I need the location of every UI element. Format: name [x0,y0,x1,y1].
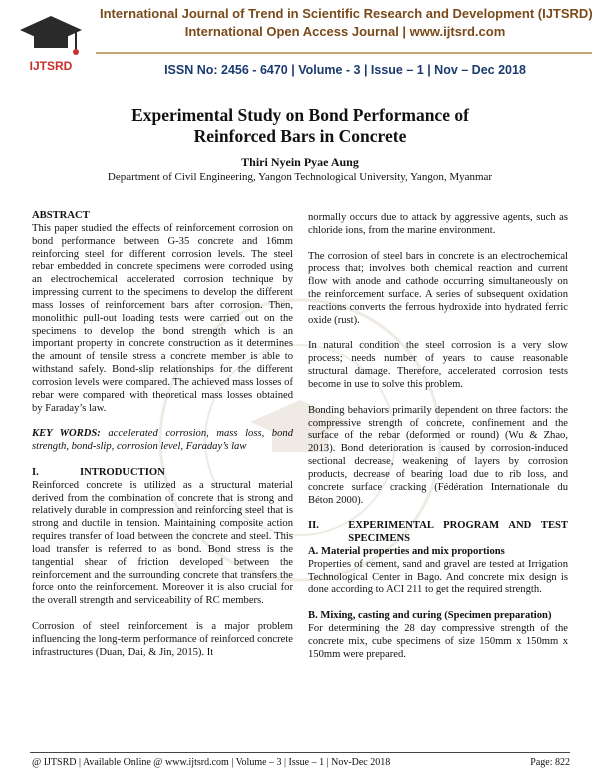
abstract-text: This paper studied the effects of reinforcement corrosion on bond performance between G-35 concrete and 16mm reinforcing steel for different corrosion levels. The steel rebar embedded in concrete specimens were corroded using an electrochemical accelerated corrosion technique by impressing current to the specimens to develop the different mass losses of reinforcement bars after corrosion. Then, monolithic pull-out loading tests were carried out on the specimens to develop the bond strength which is an important property in concrete construction as it determines the amount of tensile stress a concrete member is able to withstand safely. Bond-slip relationships for the different corrosion levels were compared. The achieved mass losses of rebar were compared with theoretical mass losses obtained by Faraday’s law. [32,222,293,414]
journal-tagline: International Open Access Journal | www.ijtsrd.com [184,24,506,39]
author-name: Thiri Nyein Pyae Aung [241,155,359,169]
intro-paragraph: Corrosion of steel reinforcement is a major problem influencing the long-term performance of reinforced concrete infrastructures (Duan, Dai, & Jin, 2015). It [32,621,293,658]
right-column [308,212,568,674]
section-heading-experimental [308,520,568,546]
body-paragraph: For determining the 28 day compressive strength of the concrete mix, cube specimens of size 150mm x 150mm x 150mm were prepared. [308,623,568,660]
left-column [32,210,293,672]
section-title: EXPERIMENTAL PROGRAM AND TEST SPECIMENS [348,520,568,545]
keywords-label: KEY WORDS: [32,428,101,440]
page-number: Page: 822 [530,757,570,768]
subsection-heading-a: A. Material properties and mix proportions [308,545,505,557]
footer-divider [30,752,570,753]
body-paragraph: normally occurs due to attack by aggressive agents, such as chloride ions, from the marine environment. [308,212,568,236]
subsection-heading-b: B. Mixing, casting and curing (Specimen preparation) [308,610,552,622]
keywords [32,428,293,454]
title-line: Reinforced Bars in Concrete [193,126,407,146]
issn-line: ISSN No: 2456 - 6470 | Volume - 3 | Issue – 1 | Nov – Dec 2018 [164,63,526,77]
footer-text: @ IJTSRD | Available Online @ www.ijtsrd.com | Volume – 3 | Issue – 1 | Nov-Dec 2018 [32,757,391,768]
abstract-heading: ABSTRACT [32,210,90,221]
body-paragraph: Properties of cement, sand and gravel are tested at Irrigation Technological Center in Bago. And concrete mix design is done according to ACI 211 to get the required strength. [308,558,568,596]
body-paragraph: In natural condition the steel corrosion is a very slow process; needs number of years to cause reasonable structural damage. Therefore, accelerated corrosion tests become in use to solve this problem. [308,340,568,390]
journal-header [0,0,600,90]
section-number: II. [308,520,319,532]
logo-text: IJTSRD [29,59,73,73]
intro-paragraph: Reinforced concrete is utilized as a structural material derived from the combination of concrete that is strong and relatively durable in compression and reinforcing steel that is strong and ductile in tension. Maintaining composite action requires transfer of load between the concrete and steel. This load transfer is referred to as bond. Bond stress is the tangential shear of friction developed between the reinforcement and the surrounding concrete that transfers the force onto the reinforcement. Moreover it is also crucial for the overall strength and serviceability of RC members. [32,479,293,607]
title-line: Experimental Study on Bond Performance of [131,105,469,125]
body-paragraph: Bonding behaviors primarily dependent on three factors: the compressive strength of concrete, confinement and the surface of the rebar (deformed or round) (Wu & Zhao, 2013). Bond deterioration is caused by corrosion-induced sectional decrease, weakening of layers by corrosion products, decrease of bearing load due to rib loss, and concrete surface cracking (Fédération Internationale du Béton 2000). [308,404,568,506]
header-divider [96,52,592,54]
section-heading-introduction [32,467,293,480]
section-title: INTRODUCTION [80,466,165,478]
section-number: I. [32,466,39,478]
journal-name: International Journal of Trend in Scientific Research and Development (IJTSRD) [100,6,593,21]
author-affiliation: Department of Civil Engineering, Yangon Technological University, Yangon, Myanmar [107,171,493,183]
journal-logo [14,10,88,80]
body-paragraph: The corrosion of steel bars in concrete is an electrochemical process that; involves both chemical reaction and current flow with anode and cathode occurring simultaneously on the reinforcement surface. A series of subsequent oxidation reactions converts the ferrous hydroxide into hydrated ferric oxide (rust). [308,250,568,326]
paper-title [60,105,540,147]
keywords-text: accelerated corrosion, mass loss, bond strength, bond-slip, corrosion level, Faraday’s law [32,428,293,453]
